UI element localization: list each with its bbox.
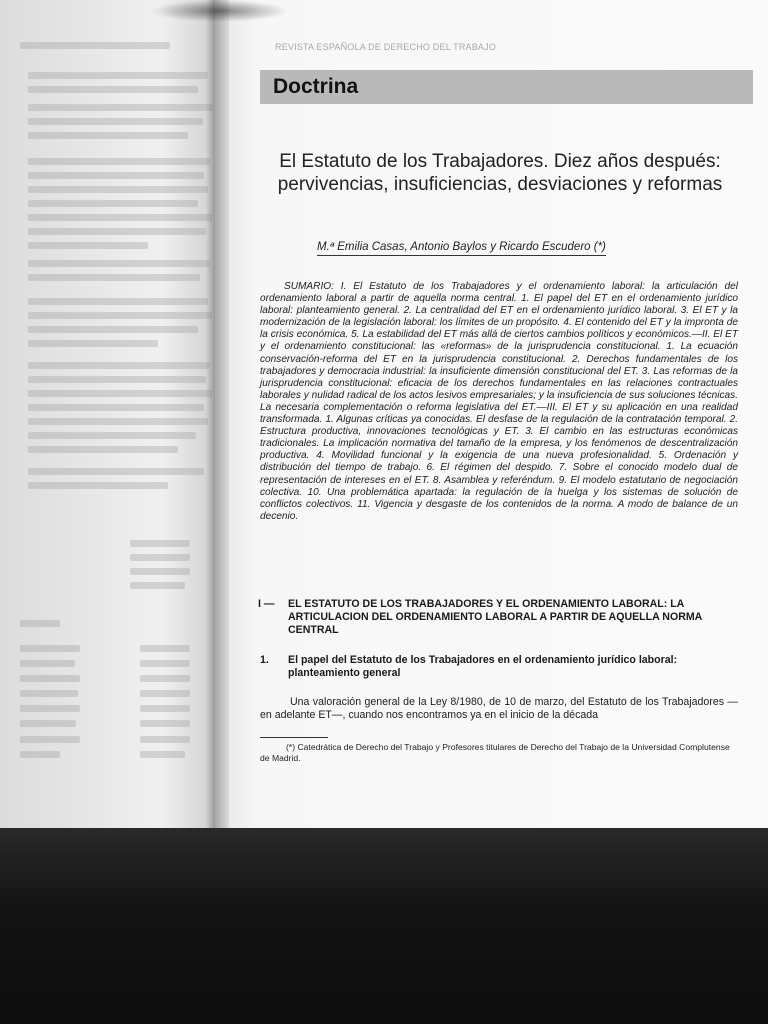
authors-line: M.ª Emilia Casas, Antonio Baylos y Ricardo Escudero (*): [317, 241, 606, 256]
footnote: (*) Catedrática de Derecho del Trabajo y Profesores titulares de Derecho del Trabajo de la Universidad Complutense de Madrid.: [260, 742, 730, 763]
right-page: [215, 0, 768, 828]
gutter-shadow: [205, 0, 229, 828]
body-paragraph: Una valoración general de la Ley 8/1980, de 10 de marzo, del Estatuto de los Trabajadores —en adelante ET—, cuando nos encontramos ya en el inicio de la década: [260, 696, 738, 721]
section-label: Doctrina: [273, 75, 359, 98]
running-head: REVISTA ESPAÑOLA DE DERECHO DEL TRABAJO: [275, 42, 497, 52]
article-title: El Estatuto de los Trabajadores. Diez años después: pervivencias, insuficiencias, desviaciones y reformas: [277, 151, 723, 195]
summary-paragraph: SUMARIO: I. El Estatuto de los Trabajadores y el ordenamiento laboral: la articulación del ordenamiento laboral a partir de aquella norma central. 1. El papel del ET en el ordenamiento jurídico laboral: planteamiento general. 2. La centralidad del ET en el ordenamiento jurídico laboral. 3. El ET y la modernización de la legislación laboral: los límites de un propósito. 4. El contenido del ET y la impronta de la crisis económica. 5. La estabilidad del ET más allá de ciertos cambios políticos y económicos.—II. El ET y el ordenamiento constitucional: las «reformas» de la jurisprudencia constitucional. 1. La ecuación conservación-reforma del ET en la jurisprudencia constitucional. 2. Derechos fundamentales de los trabajadores y democracia industrial: la insuficiente dimensión constitucional del ET. 3. Las reformas de la jurisprudencia constitucional: eficacia de los derechos fundamentales en las relaciones contractuales laborales y nulidad radical de los actos lesivos empresariales; y la insuficiencia de sus soluciones técnicas. La necesaria complementación o reforma legislativa del ET.—III. El ET y su aplicación en una realidad transformada. 1. Algunas críticas ya conocidas. El desfase de la regulación de la contratación temporal. 2. Estructura productiva, innovaciones tecnológicas y ET. 3. El cambio en las estructuras económicas tradicionales. La implicación normativa del tamaño de la empresa, y los fenómenos de descentralización productiva. 4. Movilidad funcional y la exigencia de una nueva profesionalidad. 5. Ordenación y distribución del tiempo de trabajo. 6. El régimen del despido. 7. Sobre el conocido modelo dual de representación de intereses en el ET. 8. Asamblea y referéndum. 9. El modelo estatutario de negociación colectiva. 10. Una problemática apartada: la regulación de la huelga y los sistemas de solución de conflictos colectivos. 11. Vigencia y desgaste de los contenidos de la norma. A modo de balance de un decenio.: [260, 281, 739, 522]
section-heading-text: EL ESTATUTO DE LOS TRABAJADORES Y EL ORDENAMIENTO LABORAL: LA ARTICULACION DEL ORDENAMIENTO LABORAL A PARTIR DE AQUELLA NORMA CENTRAL: [288, 598, 702, 636]
left-page-faded: [0, 0, 215, 828]
subsection-heading-text: El papel del Estatuto de los Trabajadores en el ordenamiento jurídico laboral: planteamiento general: [288, 654, 678, 679]
subsection-heading: [258, 654, 738, 680]
section-heading-number: I —: [258, 598, 275, 610]
subsection-heading-number: 1.: [260, 654, 269, 666]
section-heading: [258, 598, 738, 637]
top-shadow: [150, 0, 290, 22]
table-surface: [0, 826, 768, 1024]
footnote-rule: [260, 737, 328, 738]
